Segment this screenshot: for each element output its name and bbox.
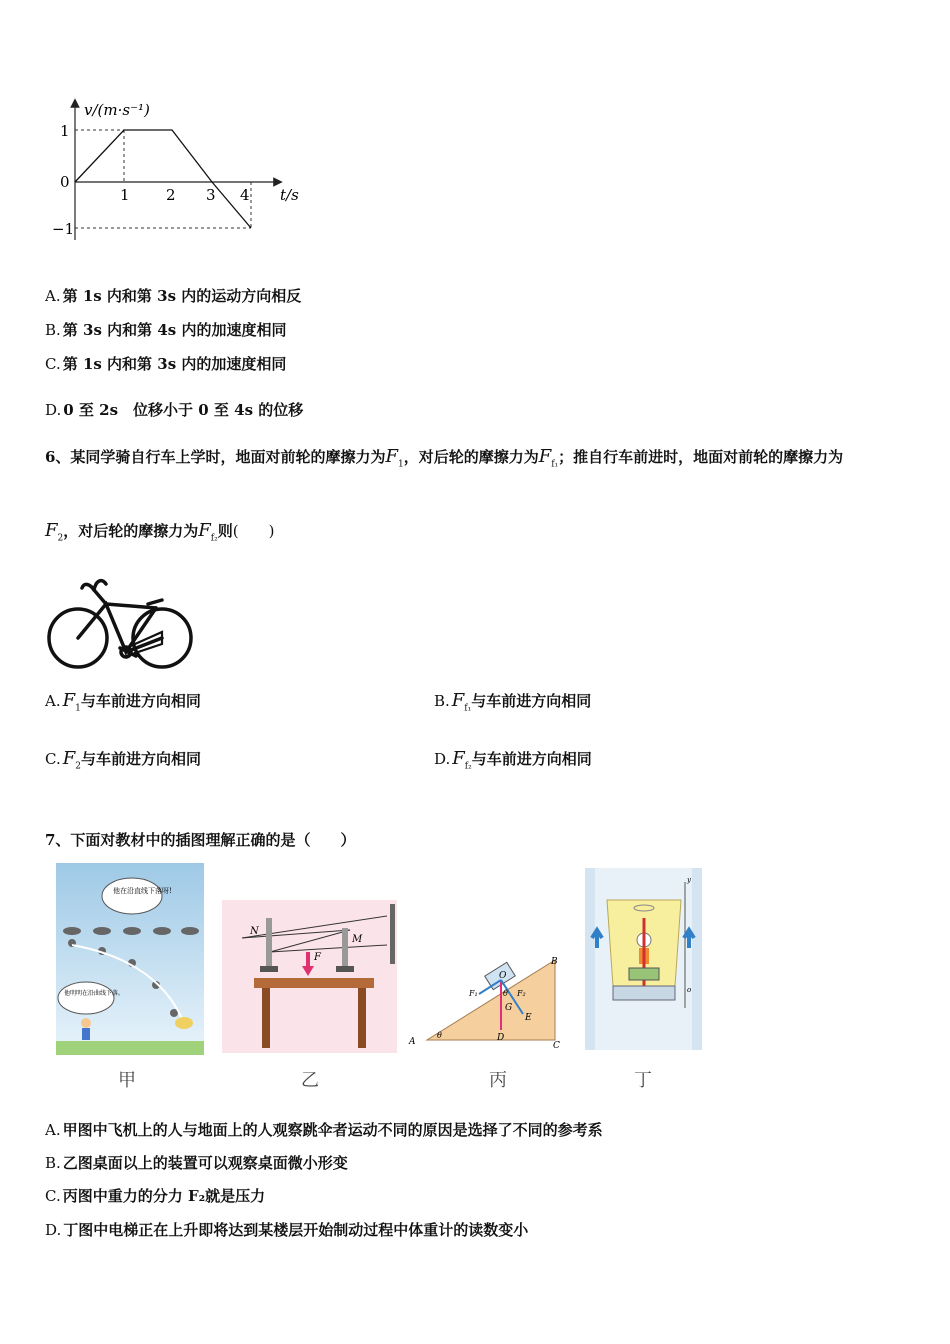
q6-stem-line1: 6、某同学骑自行车上学时，地面对前轮的摩擦力为$F_1$，对后轮的摩擦力为$F_{f_1}$；推自行车前进时，地面对前轮的摩擦力为: [45, 446, 844, 470]
symbol-f2: $F_2$: [45, 520, 64, 544]
svg-text:F₂: F₂: [517, 989, 526, 998]
symbol-ff2: $F_{f_2}$: [198, 520, 218, 544]
figure-bing: [405, 952, 570, 1050]
svg-text:D: D: [497, 1033, 505, 1043]
q7-option-d[interactable]: D. 丁图中电梯正在上升即将达到某楼层开始制动过程中体重计的读数变小: [45, 1221, 529, 1239]
y-tick-neg1: −1: [52, 220, 75, 238]
svg-text:F₁: F₁: [469, 989, 478, 998]
q6-stem-line2: $F_2$，对后轮的摩擦力为$F_{f_2}$则( ): [45, 520, 275, 544]
x-tick-1: 1: [120, 186, 130, 204]
velocity-time-graph: [40, 95, 320, 245]
q5-option-a[interactable]: A. 第 1s 内和第 3s 内的运动方向相反: [45, 287, 302, 305]
svg-text:他在沿直线下落呀!: 他在沿直线下落呀!: [113, 887, 172, 895]
q5-option-b[interactable]: B. 第 3s 内和第 4s 内的加速度相同: [45, 321, 287, 339]
caption-jia: 甲: [118, 1070, 136, 1091]
symbol-f1: $F_1$: [385, 446, 404, 470]
svg-text:θ: θ: [437, 1031, 442, 1040]
svg-text:F: F: [314, 952, 321, 963]
q5-option-d[interactable]: D. 0 至 2s 位移小于 0 至 4s 的位移: [45, 401, 304, 419]
velocity-line: [75, 130, 251, 228]
x-tick-3: 3: [206, 186, 216, 204]
svg-text:θ: θ: [503, 989, 508, 998]
svg-text:O: O: [499, 971, 507, 981]
caption-ding: 丁: [634, 1070, 652, 1091]
svg-text:y: y: [687, 876, 691, 884]
svg-text:o: o: [687, 986, 692, 994]
y-tick-1: 1: [60, 122, 70, 140]
x-axis-label: t/s: [280, 186, 299, 204]
q5-option-c[interactable]: C. 第 1s 内和第 3s 内的加速度相同: [45, 355, 287, 373]
q7-option-b[interactable]: B. 乙图桌面以上的装置可以观察桌面微小形变: [45, 1154, 348, 1172]
caption-bing: 丙: [489, 1070, 507, 1091]
y-tick-0: 0: [60, 173, 70, 191]
y-axis-label: v/(m·s⁻¹): [84, 101, 150, 119]
svg-text:他明明在沿曲线下落。: 他明明在沿曲线下落。: [64, 990, 125, 997]
svg-text:B: B: [551, 957, 558, 967]
q6-option-d[interactable]: D. $F_{f_2}$与车前进方向相同: [434, 748, 592, 772]
svg-text:N: N: [250, 926, 259, 937]
caption-yi: 乙: [301, 1070, 319, 1091]
svg-text:E: E: [525, 1013, 532, 1023]
svg-text:M: M: [352, 934, 363, 945]
x-tick-2: 2: [166, 186, 176, 204]
q6-option-b[interactable]: B. $F_{f_1}$与车前进方向相同: [434, 690, 592, 714]
svg-text:C: C: [553, 1041, 560, 1050]
svg-text:G: G: [505, 1003, 513, 1013]
q7-stem: 7、下面对教材中的插图理解正确的是（ ）: [45, 831, 356, 849]
q6-option-a[interactable]: A. $F_1$与车前进方向相同: [45, 690, 201, 714]
svg-text:A: A: [409, 1037, 416, 1047]
figure-yi: [222, 900, 397, 1053]
figure-jia: [56, 863, 204, 1055]
q7-option-c[interactable]: C. 丙图中重力的分力 F₂就是压力: [45, 1187, 266, 1205]
q7-option-a[interactable]: A. 甲图中飞机上的人与地面上的人观察跳伞者运动不同的原因是选择了不同的参考系: [45, 1121, 603, 1139]
symbol-ff1: $F_{f_1}$: [538, 446, 559, 470]
bicycle-image: [44, 576, 194, 678]
figure-ding: [585, 868, 702, 1050]
q6-option-c[interactable]: C. $F_2$与车前进方向相同: [45, 748, 201, 772]
x-tick-4: 4: [240, 186, 250, 204]
